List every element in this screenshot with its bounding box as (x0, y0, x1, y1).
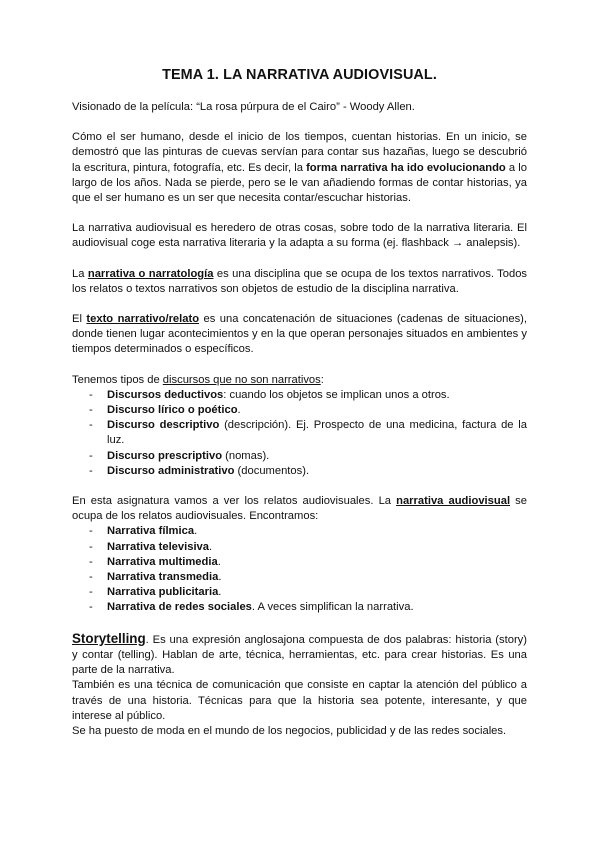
term-narratologia: narrativa o narratología (87, 267, 214, 280)
list-item: - Narrativa multimedia. (72, 555, 527, 570)
document-page (72, 66, 527, 739)
discursos-lead: Tenemos tipos de discursos que no son narrativos: (72, 373, 324, 386)
term-storytelling: Storytelling (72, 630, 146, 646)
list-item: - Narrativa publicitaria. (72, 585, 527, 600)
list-item: - Narrativa transmedia. (72, 570, 527, 585)
paragraph-storytelling-trend: Se ha puesto de moda en el mundo de los negocios, publicidad y de las redes sociales. (72, 724, 507, 737)
page-title: TEMA 1. LA NARRATIVA AUDIOVISUAL. (162, 67, 437, 83)
list-item: - Discurso administrativo (documentos). (72, 464, 527, 479)
list-item: - Narrativa de redes sociales. A veces simplifican la narrativa. (72, 600, 527, 615)
list-item: - Discurso prescriptivo (nomas). (72, 449, 527, 464)
paragraph-storytelling-technique: También es una técnica de comunicación que consiste en captar la atención del público a través de una historia. Técnicas para que la historia sea potente, interesante, y que interese al público. (72, 679, 527, 722)
list-item: - Discurso lírico o poético. (72, 403, 527, 418)
paragraph-origins: Cómo el ser humano, desde el inicio de los tiempos, cuentan historias. En un inicio, se demostró que las pinturas de cuevas servían para contar sus hazañas, luego se descubrió la escritura, pintura, fotografía, etc. Es decir, la forma narrativa ha ido evolucionando a lo largo de los años. Nada se pierde, pero se le van añadiendo formas de contar historias, ya que el ser humano es un ser que necesita contar/escuchar historias. (72, 131, 527, 205)
discursos-list (72, 388, 527, 479)
list-item: - Discurso descriptivo (descripción). Ej. Prospecto de una medicina, factura de la luz. (72, 418, 527, 448)
narrativas-list (72, 524, 527, 615)
paragraph-texto-narrativo: El texto narrativo/relato es una concatenación de situaciones (cadenas de situaciones), donde tienen lugar acontecimientos y en la que operan personajes situados en ambientes y tiempos determinados o específicos. (72, 313, 527, 356)
paragraph-audiovisual: En esta asignatura vamos a ver los relatos audiovisuales. La narrativa audiovisual se ocupa de los relatos audiovisuales. Encontramos: (72, 495, 527, 523)
term-narrativa-audiovisual: narrativa audiovisual (396, 495, 511, 508)
list-item: - Narrativa televisiva. (72, 540, 527, 555)
paragraph-heritage: La narrativa audiovisual es heredero de otras cosas, sobre todo de la narrativa literaria. El audiovisual coge esta narrativa literaria y la adapta a su forma (ej. flashback → analepsis). (72, 222, 527, 250)
bold-phrase: forma narrativa ha ido evolucionando (306, 161, 506, 174)
term-texto-narrativo: texto narrativo/relato (86, 313, 200, 326)
list-item: - Discursos deductivos: cuando los objetos se implican unos a otros. (72, 388, 527, 403)
list-item: - Narrativa fílmica. (72, 524, 527, 539)
paragraph-narratology: La narrativa o narratología es una disciplina que se ocupa de los textos narrativos. Todos los relatos o textos narrativos son objetos de estudio de la disciplina narrativa. (72, 267, 528, 295)
paragraph-storytelling: Storytelling. Es una expresión anglosajona compuesta de dos palabras: historia (story) y contar (telling). Hablan de arte, técnica, herramientas, etc. para crear historias. Es una parte de la narrativa. (72, 630, 527, 677)
intro-line: Visionado de la película: “La rosa púrpura de el Cairo” - Woody Allen. (72, 101, 415, 113)
